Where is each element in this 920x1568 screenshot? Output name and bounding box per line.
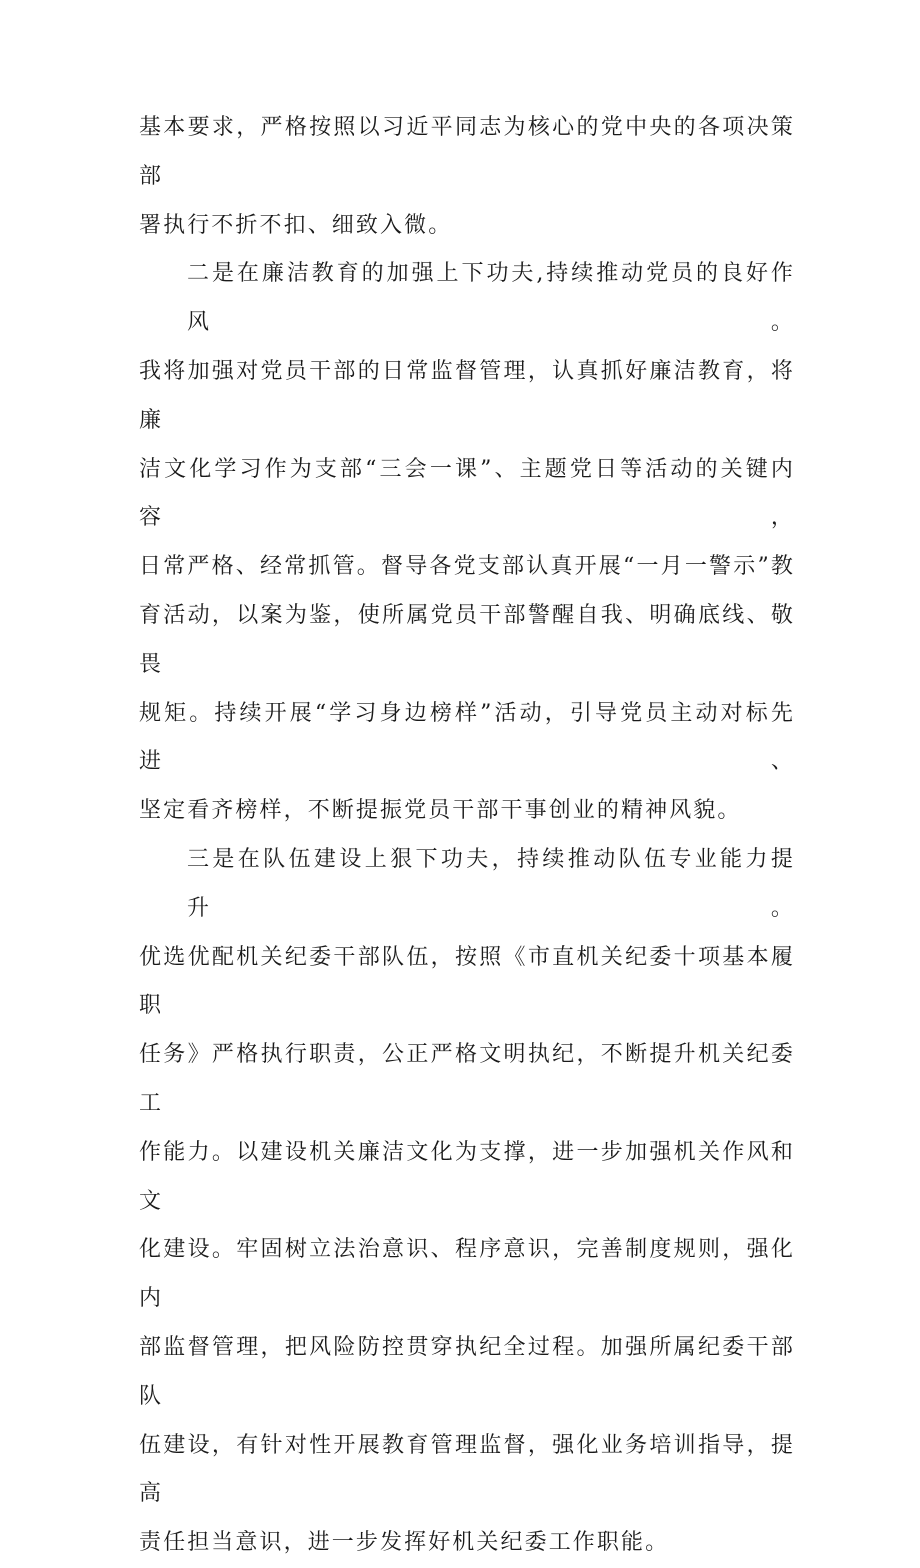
text-line: 基本要求，严格按照以习近平同志为核心的党中央的各项决策部 <box>139 115 795 189</box>
text-line: 伍建设，有针对性开展教育管理监督，强化业务培训指导，提高 <box>139 1432 795 1507</box>
text-line: 部监督管理，把风险防控贯穿执纪全过程。加强所属纪委干部队 <box>139 1334 795 1409</box>
text-line: 责任担当意识，进一步发挥好机关纪委工作职能。 <box>139 1530 670 1556</box>
text-line: 署执行不折不扣、细致入微。 <box>139 212 453 238</box>
text-line: 二是在廉洁教育的加强上下功夫,持续推动党员的良好作风。 <box>187 261 795 336</box>
text-line: 坚定看齐榜样，不断提振党员干部干事创业的精神风貌。 <box>139 798 742 824</box>
paragraph-integrity-education <box>139 250 795 836</box>
text-line: 化建设。牢固树立法治意识、程序意识，完善制度规则，强化内 <box>139 1237 795 1312</box>
text-line: 我将加强对党员干部的日常监督管理，认真抓好廉洁教育，将廉 <box>139 358 795 433</box>
text-line: 洁文化学习作为支部“三会一课”、主题党日等活动的关键内容， <box>139 456 795 531</box>
text-line: 三是在队伍建设上狠下功夫，持续推动队伍专业能力提升。 <box>187 846 795 921</box>
text-line: 规矩。持续开展“学习身边榜样”活动，引导党员主动对标先进、 <box>139 700 795 775</box>
text-line: 优选优配机关纪委干部队伍，按照《市直机关纪委十项基本履职 <box>139 944 795 1019</box>
text-line: 任务》严格执行职责，公正严格文明执纪，不断提升机关纪委工 <box>139 1042 795 1116</box>
paragraph-team-building <box>139 836 795 1568</box>
document-body <box>139 104 795 1568</box>
paragraph-continuation <box>139 104 795 250</box>
text-line: 作能力。以建设机关廉洁文化为支撑，进一步加强机关作风和文 <box>139 1139 795 1214</box>
text-line: 育活动，以案为鉴，使所属党员干部警醒自我、明确底线、敬畏 <box>139 602 795 677</box>
text-line: 日常严格、经常抓管。督导各党支部认真开展“一月一警示”教 <box>139 554 795 580</box>
